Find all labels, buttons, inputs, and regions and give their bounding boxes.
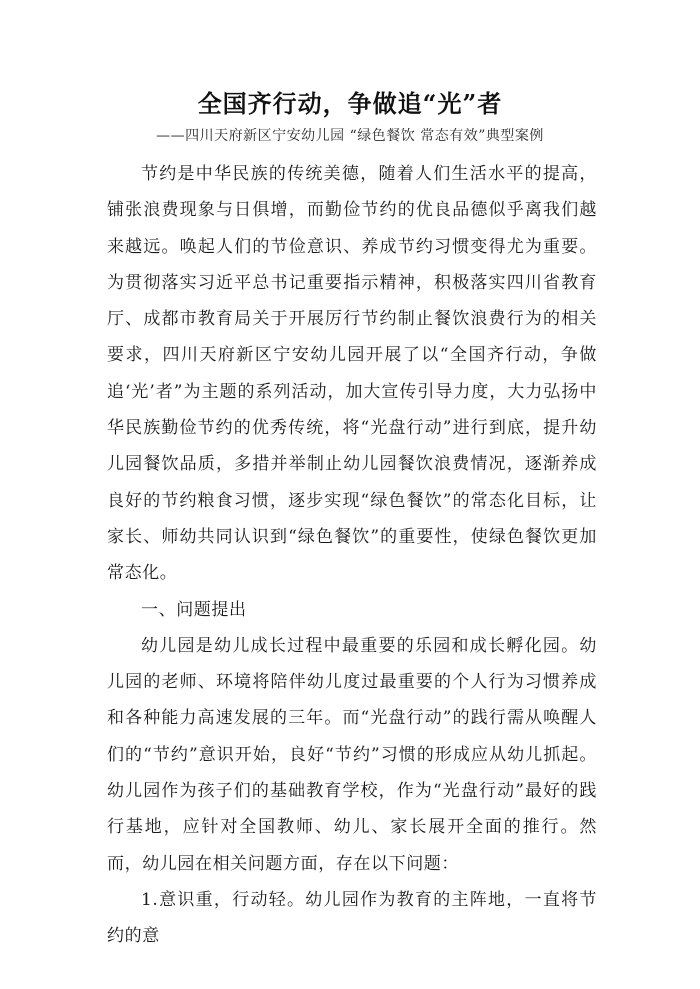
paragraph-item-1: 1.意识重，行动轻。幼儿园作为教育的主阵地，一直将节约的意 xyxy=(107,889,597,947)
document-body xyxy=(107,156,597,955)
document-subtitle: ——四川天府新区宁安幼儿园 “绿色餐饮 常态有效”典型案例 xyxy=(156,128,544,144)
paragraph-intro: 节约是中华民族的传统美德，随着人们生活水平的提高，铺张浪费现象与日俱增，而勤俭节约的优良品德似乎离我们越来越远。唤起人们的节俭意识、养成节约习惯变得尤为重要。为贯彻落实习近平总书记重要指示精神，积极落实四川省教育厅、成都市教育局关于开展厉行节约制止餐饮浪费行为的相关要求，四川天府新区宁安幼儿园开展了以“全国齐行动，争做追‘光’者”为主题的系列活动，加大宣传引导力度，大力弘扬中华民族勤俭节约的优秀传统，将“光盘行动”进行到底，提升幼儿园餐饮品质，多措并举制止幼儿园餐饮浪费情况，逐渐养成良好的节约粮食习惯，逐步实现“绿色餐饮”的常态化目标，让家长、师幼共同认识到“绿色餐饮”的重要性，使绿色餐饮更加常态化。 xyxy=(107,164,597,584)
section-heading-problem: 一、问题提出 xyxy=(141,599,247,620)
paragraph-problem: 幼儿园是幼儿成长过程中最重要的乐园和成长孵化园。幼儿园的老师、环境将陪伴幼儿度过最重要的个人行为习惯养成和各种能力高速发展的三年。而“光盘行动”的践行需从唤醒人们的“节约”意识开始，良好“节约”习惯的形成应从幼儿抓起。幼儿园作为孩子们的基础教育学校，作为“光盘行动”最好的践行基地，应针对全国教师、幼儿、家长展开全面的推行。然而，幼儿园在相关问题方面，存在以下问题： xyxy=(107,635,597,874)
document-title: 全国齐行动，争做追“光”者 xyxy=(197,89,503,118)
